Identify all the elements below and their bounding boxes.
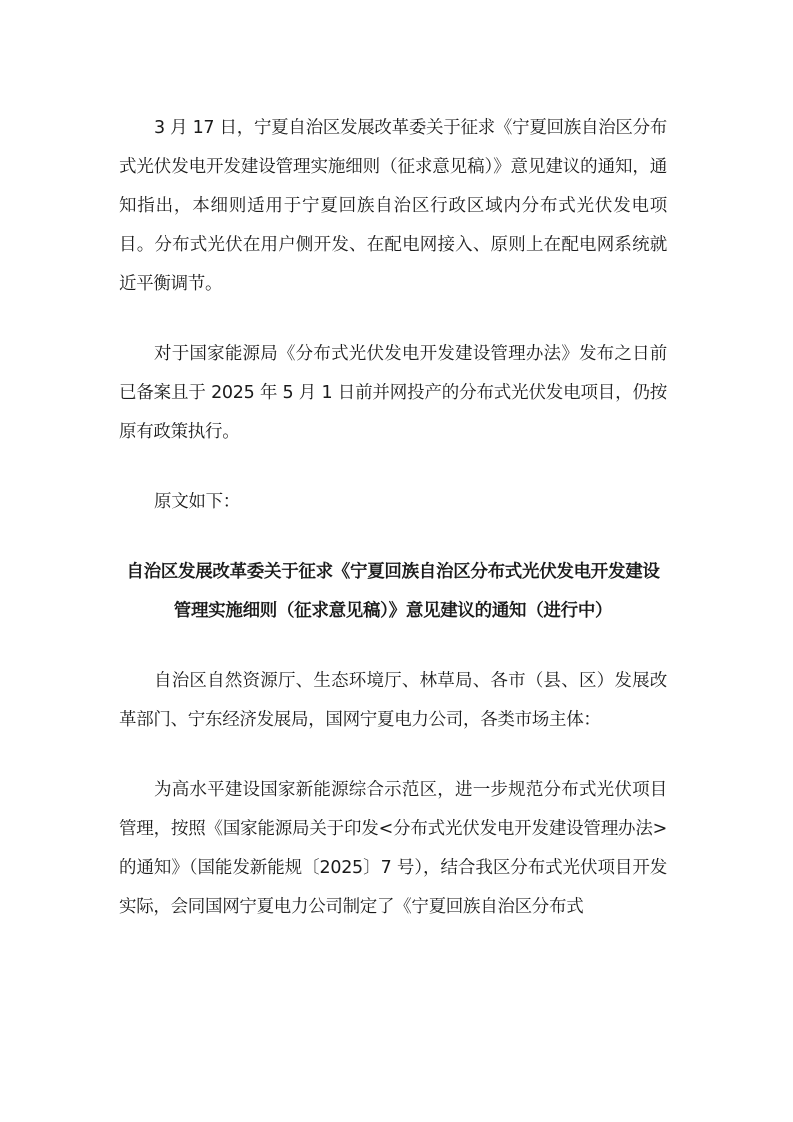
document-body — [119, 109, 667, 927]
addressees-paragraph: 自治区自然资源厅、生态环境厅、林草局、各市（县、区）发展改革部门、宁东经济发展局，国网宁夏电力公司，各类市场主体： — [119, 671, 667, 730]
intro-paragraph: 3 月 17 日，宁夏自治区发展改革委关于征求《宁夏回族自治区分布式光伏发电开发建设管理实施细则（征求意见稿）》意见建议的通知，通知指出，本细则适用于宁夏回族自治区行政区域内分布式光伏发电项目。分布式光伏在用户侧开发、在配电网接入、原则上在配电网系统就近平衡调节。 — [119, 118, 667, 294]
notice-title: 自治区发展改革委关于征求《宁夏回族自治区分布式光伏发电开发建设管理实施细则（征求意见稿）》意见建议的通知（进行中） — [126, 562, 660, 621]
notice-body-paragraph: 为高水平建设国家新能源综合示范区，进一步规范分布式光伏项目管理，按照《国家能源局关于印发<分布式光伏发电开发建设管理办法>的通知》（国能发新能规〔2025〕7 号），结合我区分布式光伏项目开发实际，会同国网宁夏电力公司制定了《宁夏回族自治区分布式 — [119, 780, 667, 917]
policy-paragraph: 对于国家能源局《分布式光伏发电开发建设管理办法》发布之日前已备案且于 2025 年 5 月 1 日前并网投产的分布式光伏发电项目，仍按原有政策执行。 — [119, 344, 667, 442]
original-text-label: 原文如下： — [154, 492, 240, 512]
